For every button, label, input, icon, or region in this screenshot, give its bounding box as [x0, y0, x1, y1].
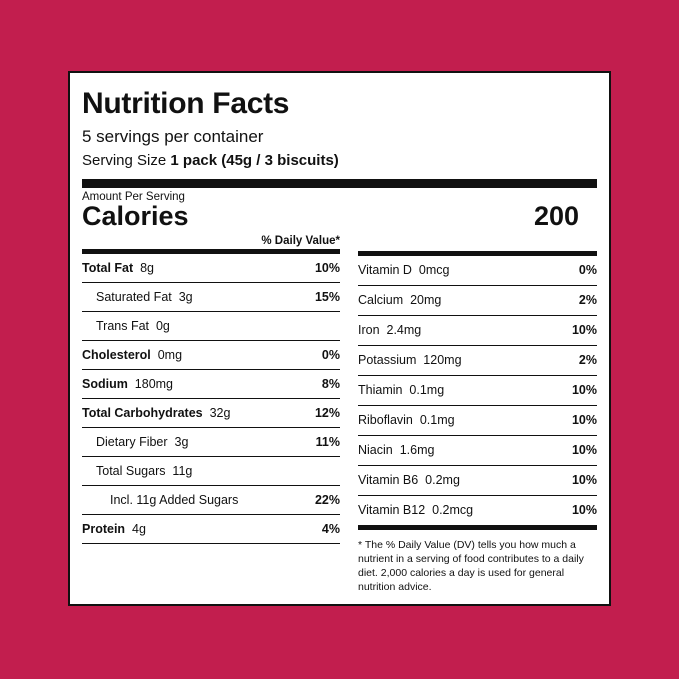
nutrient-amount: 3g: [167, 434, 189, 449]
table-row: [358, 346, 597, 376]
calories-row: [82, 201, 597, 232]
nutrient-amount: 11g: [165, 463, 193, 478]
nutrient-name: Vitamin B6 0.2mg: [358, 473, 460, 488]
nutrient-daily-value: 8%: [321, 376, 340, 391]
nutrient-amount: 0mcg: [411, 263, 450, 278]
table-row: [358, 496, 597, 530]
nutrient-name: Niacin 1.6mg: [358, 443, 435, 458]
serving-size-label: Serving Size: [82, 151, 167, 169]
nutrient-amount: 2.4mg: [379, 323, 422, 338]
nutrient-daily-value: 10%: [571, 383, 597, 398]
serving-size-value: 1 pack (45g / 3 biscuits): [170, 151, 339, 169]
nutrient-name: Saturated Fat 3g: [96, 289, 193, 304]
nutrient-name: Potassium 120mg: [358, 353, 462, 368]
nutrient-daily-value: 0%: [321, 347, 340, 362]
nutrient-daily-value: 10%: [314, 260, 340, 275]
table-row: [82, 254, 340, 283]
divider-thick-top: [82, 179, 597, 188]
nutrient-list-left: [82, 254, 340, 544]
table-row: [358, 466, 597, 496]
nutrient-daily-value: 10%: [571, 503, 597, 518]
nutrient-amount: 0g: [149, 318, 170, 333]
nutrient-daily-value: 22%: [314, 492, 340, 507]
column-gap: [340, 234, 358, 595]
nutrient-name: Cholesterol 0mg: [82, 347, 183, 362]
table-row: [82, 370, 340, 399]
calories-value: 200: [533, 200, 579, 231]
amount-per-serving: Amount Per Serving: [82, 190, 185, 203]
calories-label: Calories: [82, 200, 189, 231]
nutrient-name: Total Sugars 11g: [96, 463, 193, 478]
nutrient-amount: 120mg: [416, 353, 462, 368]
nutrient-daily-value: 12%: [314, 405, 340, 420]
serving-size: [82, 150, 597, 172]
right-column-spacer: [358, 234, 597, 251]
nutrient-daily-value: 2%: [578, 353, 597, 368]
daily-value-header: % Daily Value*: [82, 234, 340, 254]
table-row: [358, 316, 597, 346]
table-row: [82, 428, 340, 457]
nutrient-amount: 0.2mg: [418, 473, 460, 488]
table-row: [82, 515, 340, 544]
nutrient-name: Vitamin B12 0.2mcg: [358, 503, 474, 518]
page-title: Nutrition Facts: [82, 87, 290, 120]
table-row: [82, 341, 340, 370]
nutrient-name: Total Fat 8g: [82, 260, 155, 275]
nutrient-amount: 32g: [202, 405, 231, 420]
nutrient-amount: 0.2mcg: [425, 503, 474, 518]
nutrient-name: Vitamin D 0mcg: [358, 263, 450, 278]
table-row: [358, 406, 597, 436]
nutrient-name: Riboflavin 0.1mg: [358, 413, 455, 428]
nutrient-amount: 1.6mg: [392, 443, 435, 458]
nutrient-amount: 0mg: [150, 347, 183, 362]
nutrient-name: Calcium 20mg: [358, 293, 442, 308]
table-row: [358, 376, 597, 406]
nutrient-name: Incl. 11g Added Sugars: [110, 492, 239, 507]
nutrient-daily-value: 10%: [571, 473, 597, 488]
servings-per-container: 5 servings per container: [82, 127, 264, 146]
daily-value-footnote: * The % Daily Value (DV) tells you how much a nutrient in a serving of food contributes to a daily diet. 2,000 calories a day is used for general nutrition advice.: [358, 538, 584, 594]
nutrient-name: Trans Fat 0g: [96, 318, 170, 333]
nutrient-daily-value: 15%: [314, 289, 340, 304]
nutrient-daily-value: 10%: [571, 413, 597, 428]
nutrient-amount: 4g: [125, 521, 146, 536]
nutrient-name: Sodium 180mg: [82, 376, 174, 391]
nutrient-name: Iron 2.4mg: [358, 323, 422, 338]
nutrient-daily-value: 0%: [578, 263, 597, 278]
nutrient-daily-value: 10%: [571, 323, 597, 338]
nutrient-daily-value: 4%: [321, 521, 340, 536]
table-row: [82, 283, 340, 312]
table-row: [82, 486, 340, 515]
nutrient-amount: 0.1mg: [412, 413, 455, 428]
nutrient-name: Protein 4g: [82, 521, 146, 536]
nutrient-amount: 8g: [133, 260, 155, 275]
table-row: [82, 312, 340, 341]
nutrient-name: Total Carbohydrates 32g: [82, 405, 231, 420]
table-row: [358, 286, 597, 316]
nutrient-amount: 3g: [171, 289, 193, 304]
nutrient-list-right: [358, 251, 597, 530]
table-row: [358, 251, 597, 286]
table-row: [358, 436, 597, 466]
table-row: [82, 399, 340, 428]
nutrient-daily-value: 10%: [571, 443, 597, 458]
nutrient-daily-value: 2%: [578, 293, 597, 308]
nutrient-amount: 180mg: [127, 376, 174, 391]
nutrient-amount: 0.1mg: [402, 383, 445, 398]
table-row: [82, 457, 340, 486]
nutrient-amount: 20mg: [403, 293, 442, 308]
nutrient-name: Dietary Fiber 3g: [96, 434, 189, 449]
nutrition-facts-panel: [68, 71, 611, 606]
nutrient-daily-value: 11%: [315, 434, 340, 449]
nutrient-name: Thiamin 0.1mg: [358, 383, 445, 398]
